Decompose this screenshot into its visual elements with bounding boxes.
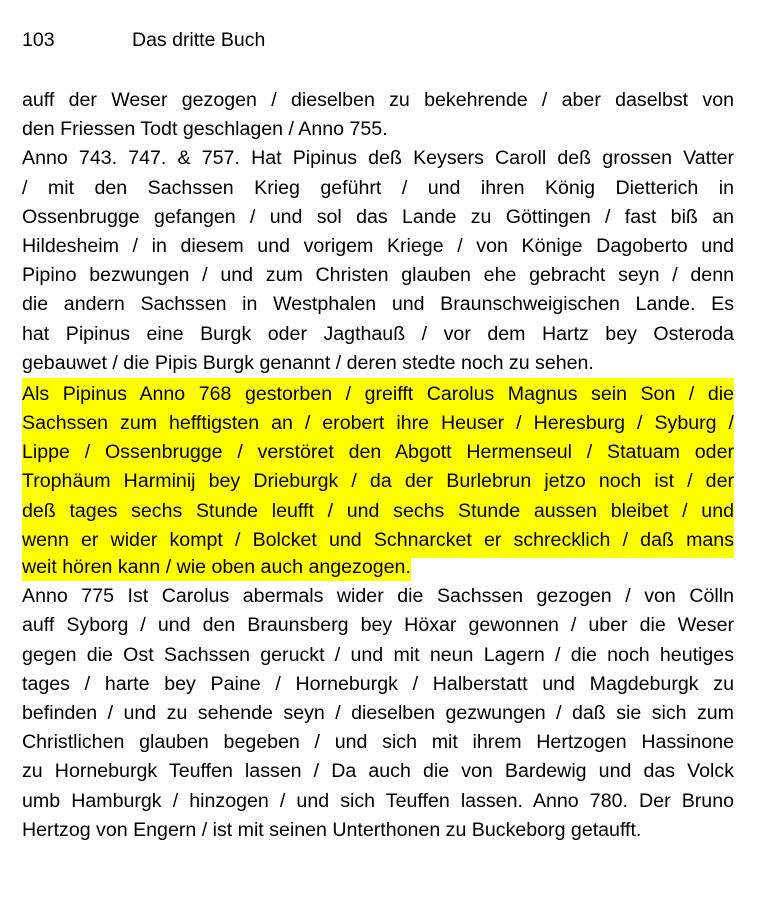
highlighted-line	[22, 465, 734, 494]
text-line: Anno 775 Ist Carolus abermals wider die Sachssen gezogen / von Cölln	[22, 585, 734, 608]
running-title: Das dritte Buch	[132, 29, 266, 51]
highlighted-line	[22, 407, 734, 436]
text-line: befinden / und zu sehende seyn / dieselben gezwungen / daß sie sich zum	[22, 701, 734, 724]
text-line: zu Horneburgk Teuffen lassen / Da auch die von Bardewig und das Volck	[22, 760, 734, 783]
paragraph	[22, 144, 734, 378]
text-line: gebauwet / die Pipis Burgk genannt / deren stedte noch zu sehen.	[22, 351, 594, 374]
document-body	[22, 86, 734, 845]
text-line: Anno 743. 747. & 757. Hat Pipinus deß Keysers Caroll deß grossen Vatter	[22, 147, 734, 170]
highlight-span: Als Pipinus Anno 768 gestorben / greifft Carolus Magnus sein Son / die	[22, 378, 734, 412]
text-line: gegen die Ost Sachssen geruckt / und mit neun Lagern / die noch heutiges	[22, 643, 734, 666]
highlight-span: Sachssen zum hefftigsten an / erobert ihre Heuser / Heresburg / Syburg /	[22, 407, 734, 441]
page-number: 103	[22, 29, 55, 51]
text-line: Ossenbrugge gefangen / und sol das Lande zu Göttingen / fast biß an	[22, 205, 734, 228]
text-line: hat Pipinus eine Burgk oder Jagthauß / vor dem Hartz bey Osteroda	[22, 322, 734, 345]
text-line: den Friessen Todt geschlagen / Anno 755.	[22, 118, 388, 141]
highlighted-paragraph	[22, 378, 734, 582]
highlight-span: Trophäum Harminij bey Drieburgk / da der Burlebrun jetzo noch ist / der	[22, 465, 734, 499]
text-line: tages / harte bey Paine / Horneburgk / Halberstatt und Magdeburgk zu	[22, 672, 734, 695]
text-line: Hertzog von Engern / ist mit seinen Unterthonen zu Buckeborg getaufft.	[22, 818, 642, 841]
text-line: auff der Weser gezogen / dieselben zu bekehrende / aber daselbst von	[22, 89, 734, 111]
highlight-span: weit hören kann / wie oben auch angezogen.	[22, 554, 411, 581]
text-line: Christlichen glauben begeben / und sich mit ihrem Hertzogen Hassinone	[22, 731, 734, 754]
highlighted-line	[22, 436, 734, 465]
text-line: Pipino bezwungen / und zum Christen glauben ehe gebracht seyn / denn	[22, 264, 734, 287]
highlight-span: wenn er wider kompt / Bolcket und Schnarcket er schrecklich / daß mans	[22, 524, 734, 558]
text-line: die andern Sachssen in Westphalen und Braunschweigischen Lande. Es	[22, 293, 734, 316]
highlighted-line	[22, 378, 734, 407]
paragraph	[22, 86, 734, 144]
highlighted-line	[22, 524, 734, 553]
paragraph	[22, 582, 734, 845]
highlighted-line	[22, 495, 734, 524]
text-line: auff Syborg / und den Braunsberg bey Höxar gewonnen / uber die Weser	[22, 614, 734, 637]
highlight-span: deß tages sechs Stunde leufft / und sechs Stunde aussen bleibet / und	[22, 495, 734, 529]
text-line: Hildesheim / in diesem und vorigem Kriege / von Könige Dagoberto und	[22, 234, 734, 257]
highlight-span: Lippe / Ossenbrugge / verstöret den Abgott Hermenseul / Statuam oder	[22, 436, 734, 470]
text-line: umb Hamburgk / hinzogen / und sich Teuffen lassen. Anno 780. Der Bruno	[22, 789, 734, 812]
text-line: / mit den Sachssen Krieg geführt / und ihren König Dietterich in	[22, 176, 734, 199]
